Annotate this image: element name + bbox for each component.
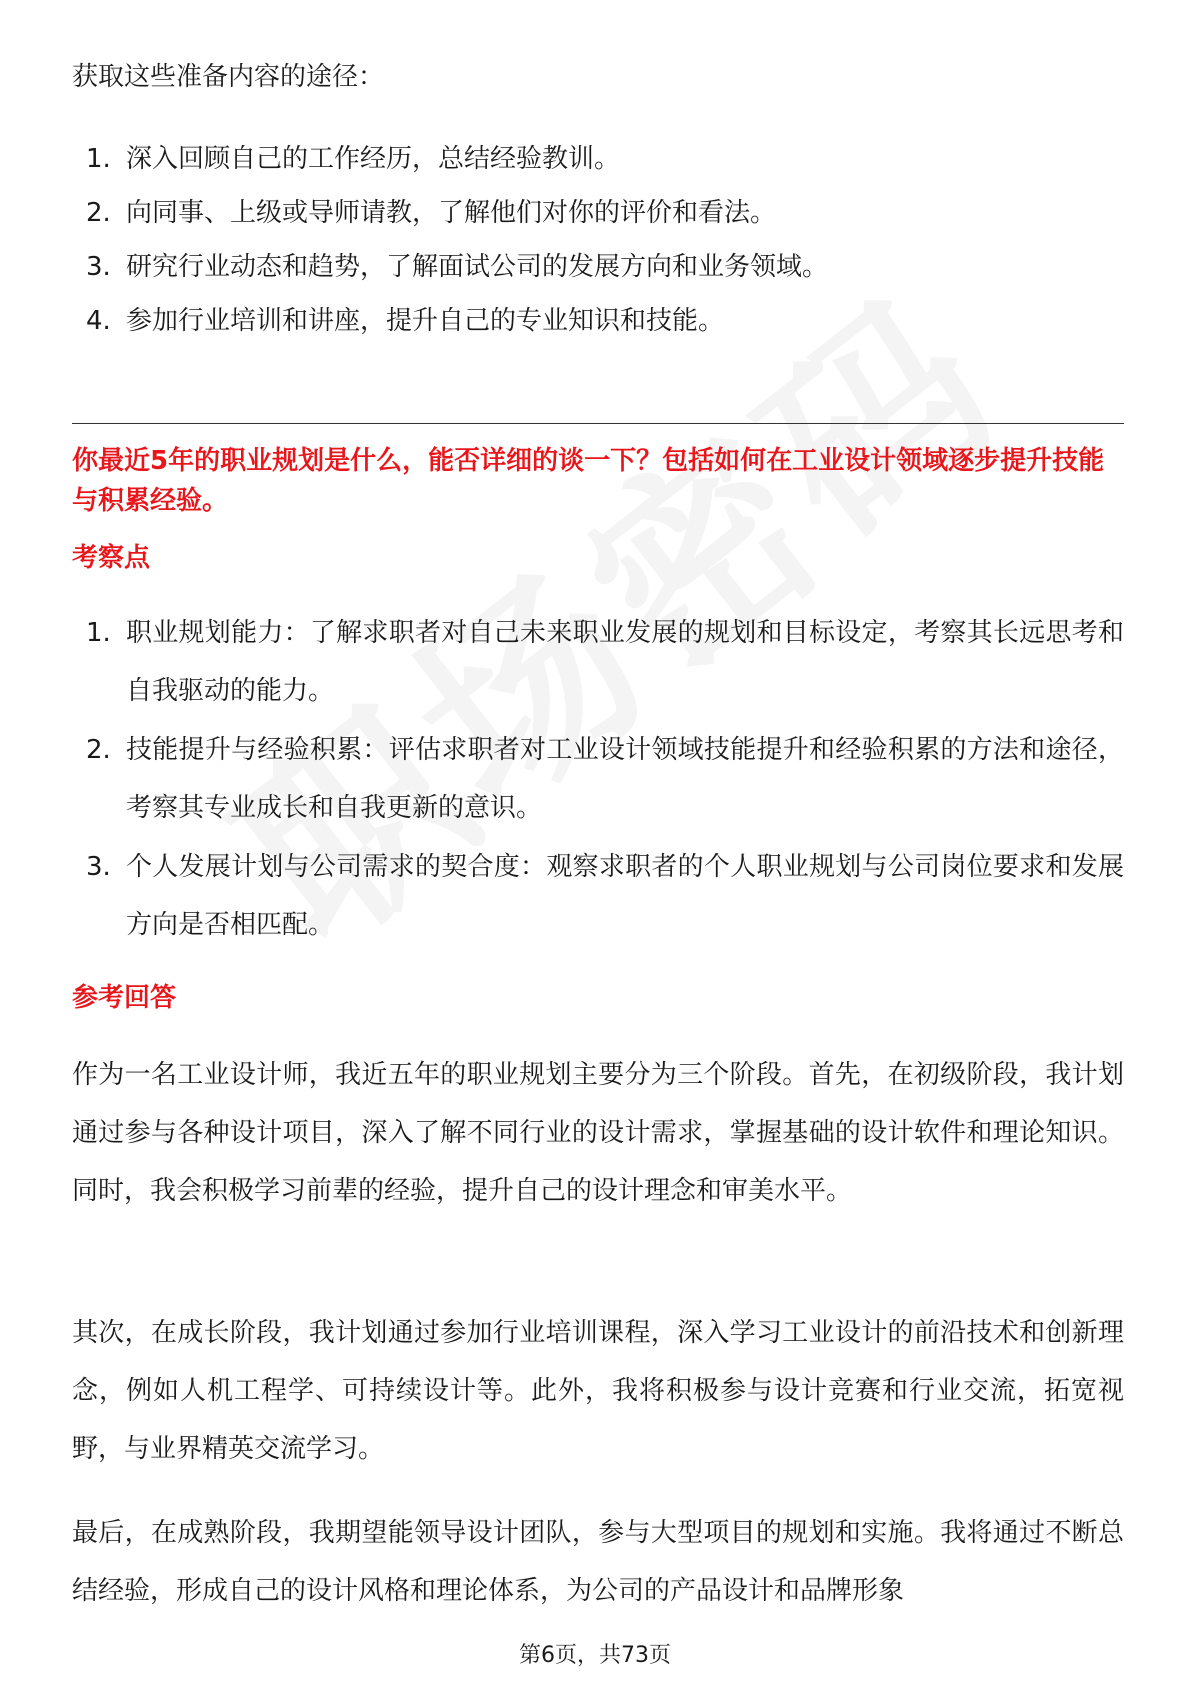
list-item <box>72 721 1124 837</box>
list-text: 职业规划能力：了解求职者对自己未来职业发展的规划和目标设定，考察其长远思考和自我驱动的能力。 <box>126 618 1124 706</box>
assessment-heading: 考察点 <box>72 543 151 573</box>
list-text: 个人发展计划与公司需求的契合度：观察求职者的个人职业规划与公司岗位要求和发展方向是否相匹配。 <box>126 852 1124 940</box>
list-number: 1. <box>86 144 111 174</box>
answer-paragraph: 作为一名工业设计师，我近五年的职业规划主要分为三个阶段。首先，在初级阶段，我计划通过参与各种设计项目，深入了解不同行业的设计需求，掌握基础的设计软件和理论知识。同时，我会积极学习前辈的经验，提升自己的设计理念和审美水平。 <box>72 1060 1124 1206</box>
list-item <box>72 238 1124 296</box>
list-number: 4. <box>86 306 111 336</box>
answer-paragraph: 其次，在成长阶段，我计划通过参加行业培训课程，深入学习工业设计的前沿技术和创新理念，例如人机工程学、可持续设计等。此外，我将积极参与设计竞赛和行业交流，拓宽视野，与业界精英交流学习。 <box>72 1318 1124 1464</box>
list-text: 研究行业动态和趋势，了解面试公司的发展方向和业务领域。 <box>126 252 829 282</box>
list-text: 参加行业培训和讲座，提升自己的专业知识和技能。 <box>126 306 725 336</box>
answer-paragraph: 最后，在成熟阶段，我期望能领导设计团队，参与大型项目的规划和实施。我将通过不断总结经验，形成自己的设计风格和理论体系，为公司的产品设计和品牌形象 <box>72 1518 1124 1606</box>
list-number: 2. <box>86 198 111 228</box>
list-number: 2. <box>86 735 111 765</box>
list-item <box>72 184 1124 242</box>
list-number: 3. <box>86 852 111 882</box>
list-item <box>72 838 1124 954</box>
intro-line: 获取这些准备内容的途径： <box>72 62 385 92</box>
list-text: 技能提升与经验积累：评估求职者对工业设计领域技能提升和经验积累的方法和途径，考察其专业成长和自我更新的意识。 <box>126 735 1124 823</box>
list-number: 3. <box>86 252 111 282</box>
list-item <box>72 604 1124 720</box>
page-number: 第6页，共73页 <box>519 1643 671 1668</box>
list-text: 深入回顾自己的工作经历，总结经验教训。 <box>126 144 621 174</box>
list-number: 1. <box>86 618 111 648</box>
section-divider <box>72 423 1124 424</box>
list-text: 向同事、上级或导师请教，了解他们对你的评价和看法。 <box>126 198 777 228</box>
interview-question: 你最近5年的职业规划是什么，能否详细的谈一下？包括如何在工业设计领域逐步提升技能与积累经验。 <box>72 446 1105 516</box>
list-item <box>72 292 1124 350</box>
list-item <box>72 130 1124 188</box>
answer-heading: 参考回答 <box>72 983 177 1013</box>
